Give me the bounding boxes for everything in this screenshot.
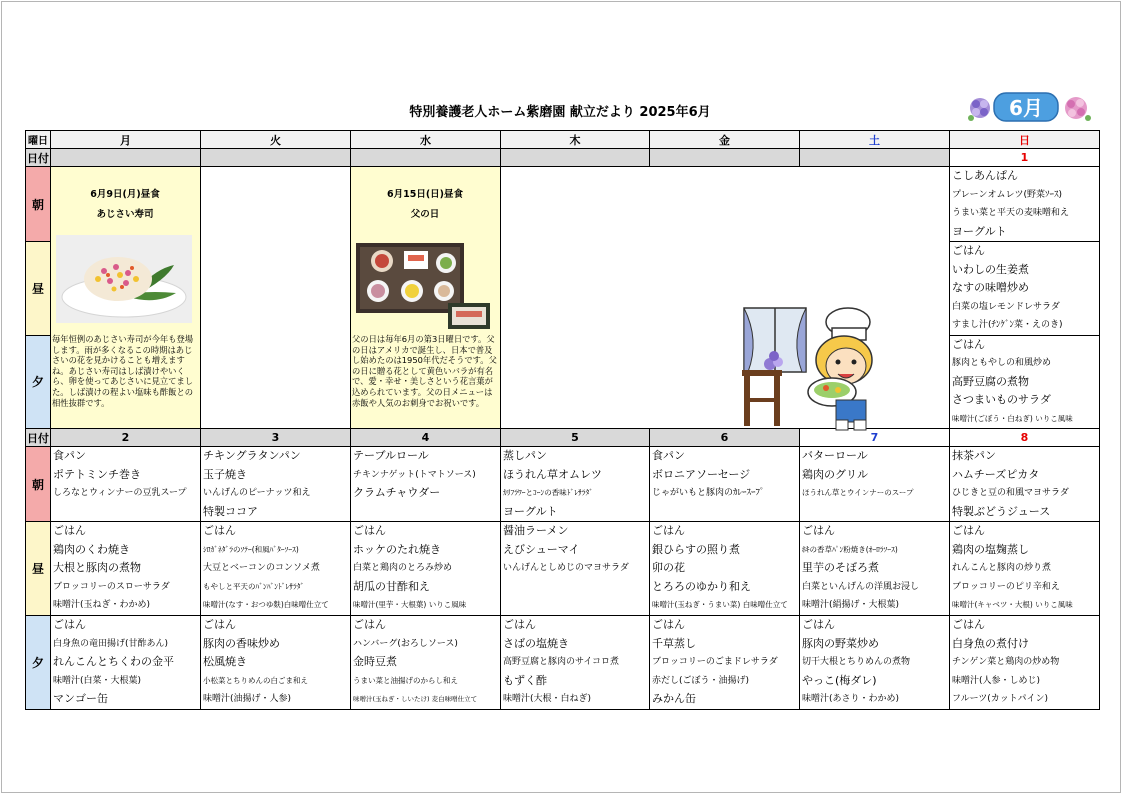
meal-label-lunch: 昼 <box>26 522 51 616</box>
menu-item: 味噌汁(玉ねぎ・しいたけ) 麦白味噌仕立て <box>353 695 478 703</box>
feature-wed-heading-block <box>352 186 498 220</box>
weekday-header-row <box>26 131 1100 149</box>
menu-item: 味噌汁(ごぼう・白ねぎ) いりこ風味 <box>952 413 1073 423</box>
menu-item: クラムチャウダー <box>353 486 441 499</box>
menu-item: 玉子焼き <box>203 467 247 481</box>
menu-item: 銀ひらすの照り煮 <box>652 542 740 556</box>
menu-item: 卯の花 <box>652 561 685 574</box>
menu-item: ｼﾛｶﾞﾈﾀﾞﾗのｿﾃｰ(和風ﾊﾞﾀｰｿｰｽ) <box>203 544 299 554</box>
menu-cell <box>501 447 650 522</box>
menu-item: 味噌汁(絹揚げ・大根葉) <box>802 600 900 610</box>
menu-cell <box>950 447 1100 522</box>
menu-item: 金時豆煮 <box>353 655 397 668</box>
breakfast-row-week2 <box>26 447 1100 522</box>
menu-item: 小松菜とちりめんの白ごま和え <box>203 675 308 685</box>
menu-item: 切干大根とちりめんの煮物 <box>802 657 911 667</box>
menu-item: 食パン <box>53 449 86 462</box>
menu-item: プレーンオムレツ(野菜ｿｰｽ) <box>952 189 1062 200</box>
menu-item: ｶﾘﾌﾗﾜｰとｺｰﾝの香味ﾄﾞﾚｻﾗﾀﾞ <box>503 488 593 497</box>
date-cell <box>351 149 501 167</box>
feature-wed-text: 父の日は毎年6月の第3日曜日です。父の日はアメリカで誕生し、日本で普及し始めたのは1950年代だそうです。父の日に贈る花として黄色いバラが有名で、愛・幸せ・美しさという花言葉が込められています。父の日メニューは赤飯や人気のお刺身でお祝いです。 <box>352 334 497 408</box>
feature-mon-text: 毎年恒例のあじさい寿司が今年も登場します。雨が多くなるこの時期はあじさいの花を見かけることも増えますね。あじさい寿司はしば漬けやいくら、卵を使ってあじさいに見立てました。しば漬けの程よい塩味も酢飯との相性抜群です。 <box>52 334 194 408</box>
meal-label-dinner: 夕 <box>26 335 51 429</box>
menu-item: マンゴー缶 <box>53 692 108 705</box>
menu-cell <box>51 447 201 522</box>
menu-item: 白身魚の竜田揚げ(甘酢あん) <box>53 638 169 649</box>
menu-item: 抹茶パン <box>952 449 996 462</box>
menu-cell <box>800 447 950 522</box>
empty-cell-tue <box>201 167 351 429</box>
menu-cell <box>501 616 650 710</box>
menu-item: テーブルロール <box>353 449 429 462</box>
menu-item: 味噌汁(キャベツ・大根) いりこ風味 <box>952 600 1073 609</box>
menu-cell <box>950 616 1100 710</box>
menu-item: とろろのゆかり和え <box>652 579 751 593</box>
menu-item: ほうれん草とウインナーのスープ <box>802 488 914 497</box>
menu-cell <box>351 447 501 522</box>
menu-item: ホッケのたれ焼き <box>353 542 441 556</box>
menu-item: ひじきと豆の和風マヨサラダ <box>952 488 1069 498</box>
menu-item: もやしと平天のﾊﾞﾝﾊﾞﾝﾄﾞﾚｻﾗﾀﾞ <box>203 581 305 591</box>
menu-item: フルーツ(カットパイン) <box>952 694 1049 704</box>
menu-item: しろなとウィンナーの豆乳スープ <box>53 488 187 498</box>
menu-item: 鶏肉の塩麹蒸し <box>952 542 1029 556</box>
menu-item: 胡瓜の甘酢和え <box>353 579 430 593</box>
hydrangea-right-icon <box>1065 97 1091 121</box>
menu-item: ごはん <box>203 524 236 537</box>
date-cell: 6 <box>650 429 800 447</box>
day-tue: 火 <box>201 131 351 149</box>
menu-cell <box>800 616 950 710</box>
menu-item: 蒸しパン <box>503 449 547 462</box>
menu-item: 味噌汁(あさり・わかめ) <box>802 694 900 704</box>
feature-wed-heading: 6月15日(日)昼食 <box>386 189 463 200</box>
menu-item: ボロニアソーセージ <box>652 467 751 481</box>
menu-item: ごはん <box>952 337 985 351</box>
menu-item: いわしの生姜煮 <box>952 262 1029 276</box>
menu-item: じゃがいもと豚肉のｶﾚｰｽｰﾌﾟ <box>652 488 765 498</box>
day-sun: 日 <box>950 131 1100 149</box>
menu-item: 豚肉の野菜炒め <box>802 636 879 650</box>
menu-item: バターロール <box>802 449 868 462</box>
menu-item: 赤だし(ごぼう・油揚げ) <box>652 675 750 686</box>
date-row-week1 <box>26 149 1100 167</box>
menu-item: ブロッコリーのスローサラダ <box>53 581 170 592</box>
menu-item: ごはん <box>503 618 536 631</box>
menu-item: れんこんとちくわの金平 <box>53 655 174 668</box>
menu-item: 白菜といんげんの洋風お浸し <box>802 581 920 592</box>
menu-item: 千草蒸し <box>652 636 696 650</box>
menu-item: ごはん <box>802 524 835 537</box>
menu-item: 味噌汁(玉ねぎ・うまい菜) 白味噌仕立て <box>652 600 788 609</box>
menu-item: ほうれん草オムレツ <box>503 467 602 481</box>
menu-cell <box>650 522 800 616</box>
menu-item: ブロッコリーのごまドレサラダ <box>652 657 778 667</box>
menu-item: 豚肉ともやしの和風炒め <box>952 358 1052 368</box>
menu-item: ﾎｷの香草ﾊﾟﾝ粉焼き(ｵｰﾛﾗｿｰｽ) <box>802 544 898 554</box>
menu-item: チキンナゲット(トマトソース) <box>353 469 476 480</box>
menu-cell <box>51 522 201 616</box>
day-mon: 月 <box>51 131 201 149</box>
menu-item: 特製ぶどうジュース <box>952 504 1051 518</box>
menu-item: 特製ココア <box>203 504 258 518</box>
menu-item: 高野豆腐の煮物 <box>952 374 1029 388</box>
menu-item: ごはん <box>652 618 685 631</box>
menu-item: うまい菜と油揚げのからし和え <box>353 675 458 685</box>
menu-item: やっこ(梅ダレ) <box>802 673 877 687</box>
menu-cell <box>351 522 501 616</box>
menu-cell <box>650 616 800 710</box>
menu-item: ごはん <box>53 618 86 631</box>
menu-item: ごはん <box>353 618 386 631</box>
menu-cell <box>51 616 201 710</box>
feature-mon-name: あじさい寿司 <box>96 209 154 220</box>
menu-cell <box>501 522 650 616</box>
menu-item: えびシューマイ <box>503 542 580 556</box>
meal-label-breakfast: 朝 <box>26 447 51 522</box>
meal-label-dinner: 夕 <box>26 616 51 710</box>
menu-item: ごはん <box>203 618 236 631</box>
day-wed: 水 <box>351 131 501 149</box>
chef-illustration <box>740 300 880 432</box>
date-cell <box>501 149 650 167</box>
menu-cell <box>650 447 800 522</box>
date-cell-sunday: 8 <box>950 429 1100 447</box>
menu-item: ヨーグルト <box>952 224 1007 238</box>
date-cell-saturday: 7 <box>800 429 950 447</box>
meal-label-lunch: 昼 <box>26 242 51 336</box>
month-badge-text: 6月 <box>1009 96 1043 120</box>
menu-item: うまい菜と平天の麦味噌和え <box>952 208 1070 218</box>
menu-item: みかん缶 <box>652 692 696 705</box>
meal-label-breakfast: 朝 <box>26 167 51 242</box>
menu-item: ごはん <box>652 524 685 537</box>
date-cell: 3 <box>201 429 351 447</box>
date-cell: 2 <box>51 429 201 447</box>
date-cell <box>51 149 201 167</box>
date-cell: 4 <box>351 429 501 447</box>
menu-cell <box>800 522 950 616</box>
menu-item: 味噌汁(白菜・大根葉) <box>53 675 142 686</box>
menu-item: チンゲン菜と鶏肉の炒め物 <box>952 657 1060 667</box>
illustration-cell <box>501 167 950 429</box>
date-cell <box>800 149 950 167</box>
dinner-row-week2 <box>26 616 1100 710</box>
menu-item: ごはん <box>353 524 386 537</box>
feature-mon-heading: 6月9日(月)昼食 <box>90 189 160 200</box>
date-cell <box>650 149 800 167</box>
menu-item: 白菜と鶏肉のとろみ炒め <box>353 563 453 573</box>
menu-cell <box>351 616 501 710</box>
weekday-label: 曜日 <box>26 131 51 149</box>
date-label: 日付 <box>26 429 51 447</box>
month-badge <box>966 90 1094 124</box>
date-label: 日付 <box>26 149 51 167</box>
lunch-row-week2 <box>26 522 1100 616</box>
menu-cell-sun-breakfast <box>950 167 1100 242</box>
menu-item: ヨーグルト <box>503 504 558 518</box>
menu-item: 味噌汁(なす・おつゆ麩)白味噌仕立て <box>203 600 329 609</box>
menu-item: ごはん <box>53 524 86 537</box>
menu-item: さばの塩焼き <box>503 636 569 650</box>
menu-item: 味噌汁(里芋・大根葉) いりこ風味 <box>353 600 467 609</box>
sushi-photo <box>56 235 192 323</box>
day-sat: 土 <box>800 131 950 149</box>
menu-item: 白菜の塩レモンドレサラダ <box>952 301 1060 312</box>
menu-item: いんげんとしめじのマヨサラダ <box>503 563 629 573</box>
menu-item: ハムチーズピカタ <box>952 467 1040 481</box>
menu-item: ハンバーグ(おろしソース) <box>353 638 458 649</box>
menu-item: いんげんのピーナッツ和え <box>203 488 311 498</box>
day-thu: 木 <box>501 131 650 149</box>
menu-item: ごはん <box>952 618 985 631</box>
menu-cell-sun-dinner <box>950 335 1100 429</box>
menu-item: 白身魚の煮付け <box>952 636 1029 650</box>
menu-item: なすの味噌炒め <box>952 281 1029 294</box>
menu-item: 松風焼き <box>203 655 247 668</box>
fathers-day-meal-photo <box>356 243 492 331</box>
menu-item: さつまいものサラダ <box>952 393 1051 406</box>
menu-item: 豚肉の香味炒め <box>203 636 280 650</box>
hydrangea-left-icon <box>968 98 990 121</box>
menu-item: ブロッコリーのピリ辛和え <box>952 581 1060 592</box>
menu-item: ごはん <box>952 524 985 537</box>
menu-cell <box>950 522 1100 616</box>
date-cell <box>201 149 351 167</box>
menu-item: 鶏肉のグリル <box>802 467 868 481</box>
menu-cell <box>201 522 351 616</box>
menu-item: チキングラタンパン <box>203 449 301 462</box>
date-cell-sunday: 1 <box>950 149 1100 167</box>
menu-item: こしあんぱん <box>952 169 1018 182</box>
menu-item: 高野豆腐と豚肉のサイコロ煮 <box>503 657 620 667</box>
menu-item: 大根と豚肉の煮物 <box>53 561 141 574</box>
page-title: 特別養護老人ホーム紫磨園 献立だより 2025年6月 <box>409 105 711 120</box>
day-fri: 金 <box>650 131 800 149</box>
date-cell: 5 <box>501 429 650 447</box>
menu-item: ごはん <box>952 244 985 257</box>
menu-item: 味噌汁(油揚げ・人参) <box>203 694 292 704</box>
date-row-week2 <box>26 429 1100 447</box>
menu-item: ポテトミンチ巻き <box>53 467 141 481</box>
feature-mon-heading-block <box>52 186 198 220</box>
menu-item: れんこんと豚肉の炒り煮 <box>952 563 1052 573</box>
menu-item: 大豆とベーコンのコンソメ煮 <box>203 563 320 573</box>
menu-item: 醤油ラーメン <box>503 524 569 537</box>
feature-wed-name: 父の日 <box>410 209 440 220</box>
menu-item: ごはん <box>802 618 835 631</box>
menu-item: もずく酢 <box>503 673 547 687</box>
menu-item: 食パン <box>652 449 685 462</box>
menu-cell <box>201 616 351 710</box>
menu-item: 里芋のそぼろ煮 <box>802 561 879 574</box>
menu-item: 味噌汁(玉ねぎ・わかめ) <box>53 600 151 610</box>
menu-item: 鶏肉のくわ焼き <box>53 542 130 556</box>
menu-item: 味噌汁(大根・白ねぎ) <box>503 694 592 704</box>
menu-cell <box>201 447 351 522</box>
menu-item: 味噌汁(人参・しめじ) <box>952 675 1041 686</box>
menu-cell-sun-lunch <box>950 242 1100 336</box>
menu-item: すまし汁(ﾁﾝｹﾞﾝ菜・えのき) <box>952 320 1063 330</box>
